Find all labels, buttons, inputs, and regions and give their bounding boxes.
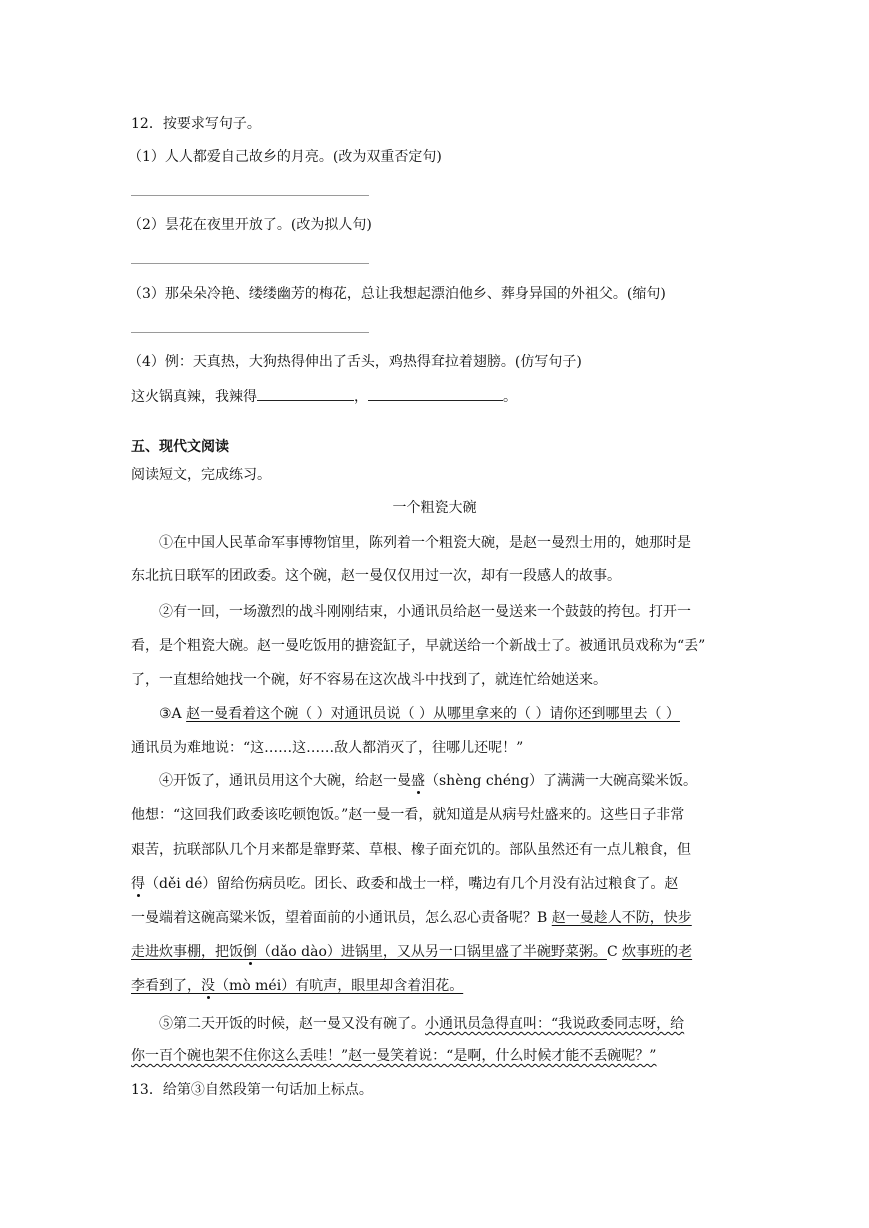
sentence-b: 赵一曼趁人不防，快步	[551, 910, 692, 926]
polyphone-dao: 倒	[243, 944, 257, 960]
question-13: 13．给第③自然段第一句话加上标点。	[131, 1082, 373, 1098]
p4-line-3: 艰苦，抗联部队几个月来都是靠野菜、草根、橡子面充饥的。部队虽然还有一点儿粮食，但	[131, 842, 691, 858]
p1-line-1: ①在中国人民革命军事博物馆里，陈列着一个粗瓷大碗，是赵一曼烈士用的，她那时是	[159, 535, 691, 551]
imitation-prefix: 这火锅真辣，我辣得	[131, 389, 257, 405]
p4-pinyin-choice[interactable]: （mò méi）有吭声，眼里却含着泪花。	[215, 978, 464, 994]
p3-punctuation-sentence[interactable]: 赵一曼看着这个碗（ ）对通讯员说（ ）从哪里拿来的（ ）请你还到哪里去（ ）	[186, 706, 680, 722]
p2-line-3: 了，一直想给她找一个碗，好不容易在这次战斗中找到了，就连忙给她送来。	[131, 672, 607, 688]
p4-pinyin-choice[interactable]: （dǎo dào）进锅里，又从另一口锅里盛了半碗野菜粥。	[257, 944, 607, 960]
wavy-sentence: 你一百个碗也架不住你这么丢哇！”赵一曼笑着说：“是啊，什么时候才能不丢碗呢？”	[131, 1048, 657, 1064]
sentence-c: 炊事班的老	[622, 944, 693, 960]
imitation-blank-2[interactable]	[368, 386, 503, 401]
p5-text: ⑤第二天开饭的时候，赵一曼又没有碗了。	[159, 1016, 425, 1032]
answer-line-2[interactable]	[131, 263, 369, 264]
p5-line-1	[159, 1014, 684, 1034]
p4-pinyin-choice[interactable]: （shèng chéng）了满满一大碗高粱米饭。	[425, 773, 698, 789]
section-heading: 五、现代文阅读	[131, 439, 229, 455]
p3-line-1	[159, 704, 680, 724]
p4-line-1	[159, 771, 697, 791]
p4-line-7	[131, 976, 463, 996]
p2-line-1: ②有一回，一场激烈的战斗刚刚结束，小通讯员给赵一曼送来一个鼓鼓的挎包。打开一	[159, 604, 691, 620]
article-title: 一个粗瓷大碗	[392, 500, 477, 516]
polyphone-sheng: 盛	[411, 773, 425, 789]
answer-line-3[interactable]	[131, 332, 369, 333]
imitation-end: 。	[503, 389, 517, 405]
reading-instruction: 阅读短文，完成练习。	[131, 467, 271, 483]
p3-marker: ③A	[159, 706, 187, 722]
imitation-comma: ，	[354, 389, 368, 405]
q12-sentence-4: （4）例：天真热，大狗热得伸出了舌头，鸡热得耷拉着翅膀。(仿写句子)	[128, 354, 582, 370]
p4-line-6	[131, 942, 692, 962]
p4-text: ④开饭了，通讯员用这个大碗，给赵一曼	[159, 773, 411, 789]
q12-sentence-2: （2）昙花在夜里开放了。(改为拟人句)	[128, 217, 372, 233]
imitation-blank-1[interactable]	[257, 386, 354, 401]
sentence-c: 李看到了，	[131, 978, 201, 994]
p1-line-2: 东北抗日联军的团政委。这个碗，赵一曼仅仅用过一次，却有一段感人的故事。	[131, 568, 621, 584]
p2-line-2: 看，是个粗瓷大碗。赵一曼吃饭用的搪瓷缸子，早就送给一个新战士了。被通讯员戏称为“丢”	[131, 638, 706, 654]
p3-line-2: 通讯员为难地说：“这……这……敌人都消灭了，往哪儿还呢！”	[131, 740, 524, 756]
sentence-c-marker: C	[606, 944, 623, 960]
q12-sentence-3: （3）那朵朵冷艳、缕缕幽芳的梅花，总让我想起漂泊他乡、葬身异国的外祖父。(缩句)	[128, 286, 666, 302]
p5-line-2	[131, 1046, 656, 1066]
p4-text: 一曼端着这碗高粱米饭，望着面前的小通讯员，怎么忍心责备呢？B	[131, 910, 552, 926]
p4-line-4	[131, 874, 678, 894]
q12-imitation-line	[131, 386, 517, 407]
polyphone-mei: 没	[201, 978, 215, 994]
q12-sentence-1: （1）人人都爱自己故乡的月亮。(改为双重否定句)	[128, 149, 442, 165]
p4-pinyin-choice[interactable]: （děi dé）留给伤病员吃。团长、政委和战士一样，嘴边有几个月没有沾过粮食了。赵	[145, 876, 679, 892]
wavy-sentence: 小通讯员急得直叫：“我说政委同志呀，给	[425, 1016, 685, 1032]
answer-line-1[interactable]	[131, 195, 369, 196]
q12-title: 12．按要求写句子。	[131, 116, 261, 132]
sentence-b: 走进炊事棚，把饭	[131, 944, 243, 960]
p4-line-5	[131, 908, 692, 928]
polyphone-de: 得	[131, 876, 145, 892]
p4-line-2: 他想：“这回我们政委该吃顿饱饭。”赵一曼一看，就知道是从病号灶盛来的。这些日子非常	[131, 807, 685, 823]
